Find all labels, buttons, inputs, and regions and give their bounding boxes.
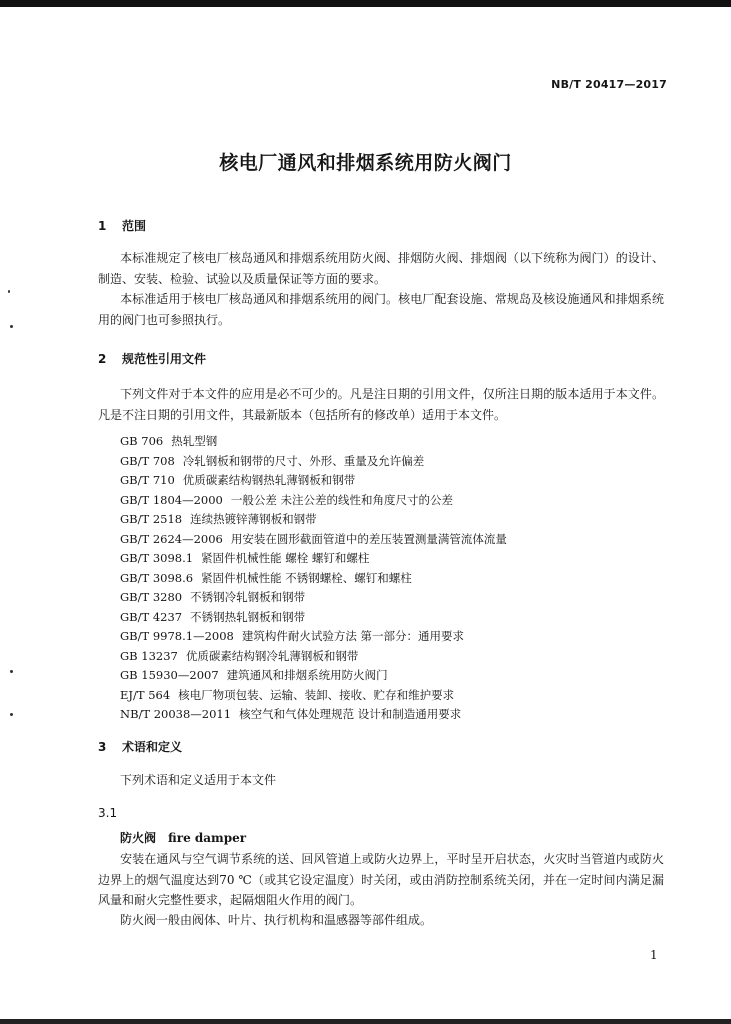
- scan-top-edge: [0, 0, 731, 7]
- reference-title: 冷轧钢板和钢带的尺寸、外形、重量及允许偏差: [182, 453, 425, 468]
- term-name-en: fire damper: [168, 831, 247, 845]
- scan-speck: [10, 670, 13, 673]
- reference-title: 不锈钢冷轧钢板和钢带: [190, 590, 306, 604]
- document-title: 核电厂通风和排烟系统用防火阀门: [219, 152, 512, 174]
- reference-code: GB/T 2624—2006: [120, 531, 223, 546]
- reference-code: GB/T 710: [120, 473, 175, 487]
- reference-item: [120, 627, 507, 647]
- section-number: 2: [98, 352, 107, 366]
- reference-item: [120, 549, 507, 569]
- reference-code: GB 13237: [120, 648, 178, 663]
- scan-speck: [8, 290, 10, 293]
- reference-code: GB/T 3098.1: [120, 551, 194, 565]
- scan-bottom-edge: [0, 1019, 731, 1024]
- reference-title: 热轧型钢: [171, 434, 218, 448]
- references-intro-paragraph: 下列文件对于本文件的应用是必不可少的。凡是注日期的引用文件，仅所注日期的版本适用于本文件。凡是不注日期的引用文件，其最新版本（包括所有的修改单）适用于本文件。: [98, 387, 664, 422]
- reference-code: EJ/T 564: [120, 687, 171, 702]
- term-number: 3.1: [98, 806, 118, 820]
- reference-code: GB 706: [120, 434, 164, 448]
- reference-item: [120, 452, 507, 472]
- reference-title: 紧固件机械性能 螺栓 螺钉和螺柱: [201, 551, 370, 565]
- section-number: 3: [98, 740, 107, 754]
- section-2-heading: [98, 350, 206, 367]
- reference-code: GB/T 3098.6: [120, 570, 194, 585]
- reference-title: 建筑通风和排烟系统用防火阀门: [226, 668, 388, 682]
- reference-title: 连续热镀锌薄钢板和钢带: [190, 512, 317, 526]
- section-title: 规范性引用文件: [122, 352, 207, 366]
- section-title: 术语和定义: [122, 740, 183, 754]
- reference-item: [120, 491, 507, 511]
- reference-code: GB/T 1804—2000: [120, 492, 223, 507]
- page-number: 1: [650, 948, 658, 962]
- reference-item: [120, 530, 507, 550]
- reference-code: GB/T 4237: [120, 609, 183, 624]
- reference-title: 核空气和气体处理规范 设计和制造通用要求: [239, 707, 462, 721]
- reference-title: 优质碳素结构钢冷轧薄钢板和钢带: [185, 648, 359, 663]
- reference-item: [120, 569, 507, 589]
- reference-list: [120, 432, 507, 725]
- term-note: 防火阀一般由阀体、叶片、执行机构和温感器等部件组成。: [120, 913, 433, 927]
- scan-speck: [10, 325, 13, 328]
- reference-code: GB/T 9978.1—2008: [120, 629, 234, 643]
- reference-title: 建筑构件耐火试验方法 第一部分：通用要求: [241, 629, 464, 643]
- section-title: 范围: [122, 219, 147, 233]
- section-1-heading: [98, 217, 146, 234]
- reference-item: [120, 647, 507, 667]
- reference-title: 不锈钢热轧钢板和钢带: [190, 609, 306, 624]
- reference-title: 核电厂物项包装、运输、装卸、接收、贮存和维护要求: [178, 687, 455, 702]
- term-name-zh: 防火阀: [120, 831, 157, 845]
- term-definition: 安装在通风与空气调节系统的送、回风管道上或防火边界上，平时呈开启状态，火灾时当管道内或防火边界上的烟气温度达到70 ℃（或其它设定温度）时关闭，或由消防控制系统关闭，并在一定时间内满足漏风量和耐火完整性要求，起隔烟阻火作用的阀门。: [98, 852, 664, 907]
- reference-item: [120, 510, 507, 530]
- reference-item: [120, 686, 507, 706]
- terms-intro-paragraph: 下列术语和定义适用于本文件: [120, 773, 277, 787]
- reference-code: GB/T 3280: [120, 590, 183, 604]
- scope-paragraph-1: 本标准规定了核电厂核岛通风和排烟系统用防火阀、排烟防火阀、排烟阀（以下统称为阀门）的设计、制造、安装、检验、试验以及质量保证等方面的要求。: [98, 251, 664, 286]
- reference-code: GB/T 2518: [120, 512, 183, 526]
- scan-speck: [10, 713, 13, 716]
- reference-item: [120, 588, 507, 608]
- section-number: 1: [98, 219, 107, 233]
- reference-title: 紧固件机械性能 不锈钢螺栓、螺钉和螺柱: [201, 570, 412, 585]
- reference-code: GB 15930—2007: [120, 668, 219, 682]
- reference-title: 一般公差 未注公差的线性和角度尺寸的公差: [230, 492, 454, 507]
- reference-item: [120, 471, 507, 491]
- reference-title: 用安装在圆形截面管道中的差压装置测量满管流体流量: [230, 531, 507, 546]
- reference-item: [120, 666, 507, 686]
- reference-item: [120, 705, 507, 725]
- reference-item: [120, 608, 507, 628]
- term-name: [120, 829, 246, 846]
- standard-code: NB/T 20417—2017: [551, 78, 667, 91]
- reference-item: [120, 432, 507, 452]
- reference-code: GB/T 708: [120, 453, 175, 468]
- section-3-heading: [98, 738, 182, 755]
- reference-code: NB/T 20038—2011: [120, 707, 232, 721]
- scope-paragraph-2: 本标准适用于核电厂核岛通风和排烟系统用的阀门。核电厂配套设施、常规岛及核设施通风和排烟系统用的阀门也可参照执行。: [98, 292, 664, 327]
- reference-title: 优质碳素结构钢热轧薄钢板和钢带: [182, 473, 356, 487]
